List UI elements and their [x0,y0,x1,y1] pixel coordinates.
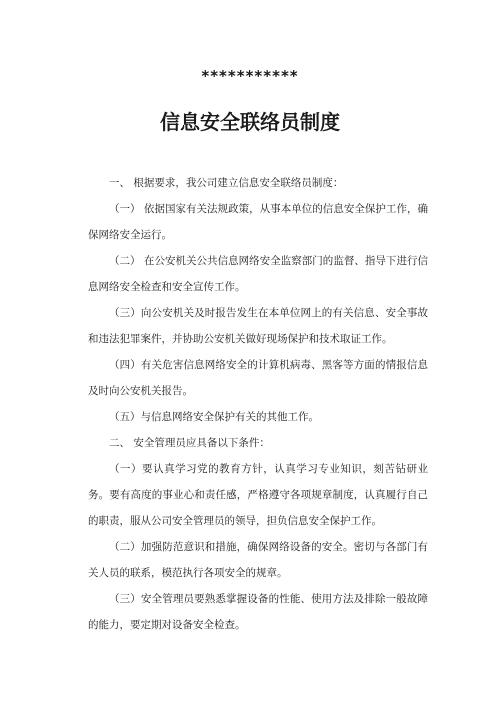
paragraph: （二） 在公安机关公共信息网络安全监察部门的监督、指导下进行信息网络安全检查和安全宣传工作。 [88,255,428,293]
paragraph: （一） 依据国家有关法规政策，从事本单位的信息安全保护工作，确保网络安全运行。 [88,203,428,241]
paragraph: （一）要认真学习党的教育方针，认真学习专业知识，刻苦钻研业务。要有高度的事业心和责任感，严格遵守各项规章制度，认真履行自己的职责，服从公司安全管理员的领导，担负信息安全保护工作。 [88,463,428,527]
document-body [88,170,428,638]
paragraph: （四）有关危害信息网络安全的计算机病毒、黑客等方面的情报信息及时向公安机关报告。 [88,359,428,397]
paragraph: （五）与信息网络安全保护有关的其他工作。 [109,411,319,423]
header-stars: *********** [201,67,299,85]
paragraph: （三）向公安机关及时报告发生在本单位网上的有关信息、安全事故和违法犯罪案件，并协助公安机关做好现场保护和技术取证工作。 [88,307,428,345]
section-heading: 二、 安全管理员应具备以下条件： [109,437,270,449]
paragraph: （二）加强防范意识和措施，确保网络设备的安全。密切与各部门有关人员的联系，模范执行各项安全的规章。 [88,541,428,579]
paragraph: （三）安全管理员要熟悉掌握设备的性能、使用方法及排除一般故障的能力，要定期对设备安全检查。 [88,593,428,631]
document-title: 信息安全联络员制度 [160,110,340,134]
section-heading: 一、 根据要求，我公司建立信息安全联络员制度： [109,177,344,189]
